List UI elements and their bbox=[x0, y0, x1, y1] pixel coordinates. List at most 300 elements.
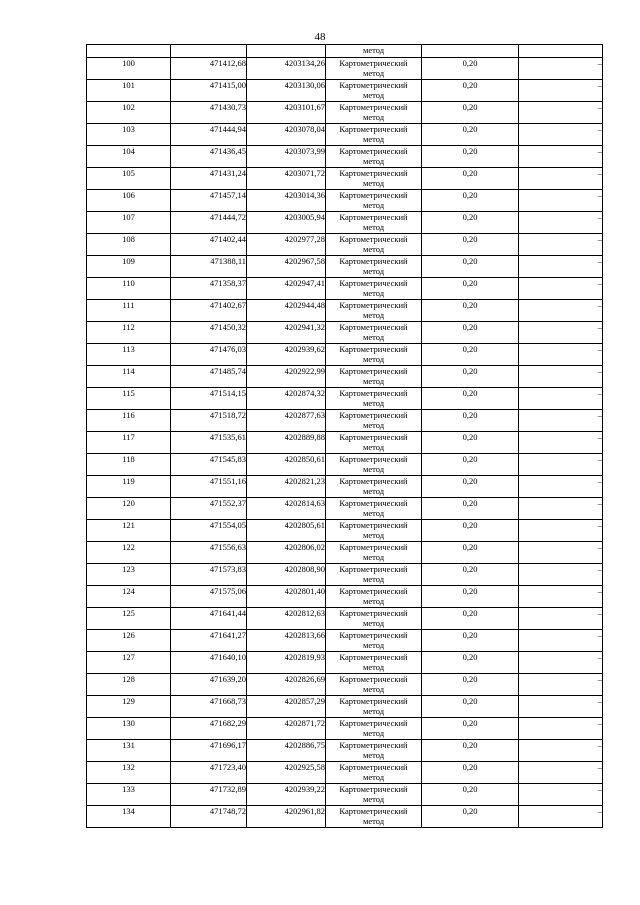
point-number-cell: 121 bbox=[87, 520, 171, 542]
method-cell bbox=[326, 256, 422, 278]
table-row bbox=[87, 608, 603, 630]
coord-y-cell: 4203014,36 bbox=[247, 190, 326, 212]
method-line-2: метод bbox=[362, 750, 385, 760]
coord-y-cell: 4203073,99 bbox=[247, 146, 326, 168]
method-line-1: Картометрический bbox=[339, 124, 408, 134]
method-line-1: Картометрический bbox=[339, 410, 408, 420]
method-cell bbox=[326, 762, 422, 784]
point-number-cell: 101 bbox=[87, 80, 171, 102]
table-row bbox=[87, 542, 603, 564]
method-line-2: метод bbox=[362, 596, 385, 606]
coord-x-cell: 471641,44 bbox=[171, 608, 247, 630]
coord-y-cell: 4203101,67 bbox=[247, 102, 326, 124]
method-cell bbox=[326, 278, 422, 300]
method-cell bbox=[326, 476, 422, 498]
point-number-cell: 103 bbox=[87, 124, 171, 146]
method-line-1: Картометрический bbox=[339, 476, 408, 486]
accuracy-cell: 0,20 bbox=[422, 102, 519, 124]
description-cell: – bbox=[519, 190, 603, 212]
coord-x-cell: 471640,10 bbox=[171, 652, 247, 674]
description-cell: – bbox=[519, 388, 603, 410]
point-number-cell: 110 bbox=[87, 278, 171, 300]
table-row bbox=[87, 432, 603, 454]
method-cell bbox=[326, 498, 422, 520]
coord-y-cell: 4202961,82 bbox=[247, 806, 326, 828]
method-line-2: метод bbox=[362, 530, 385, 540]
coord-x-cell: 471575,06 bbox=[171, 586, 247, 608]
point-number-cell: 132 bbox=[87, 762, 171, 784]
description-cell: – bbox=[519, 278, 603, 300]
coord-y-cell: 4202939,22 bbox=[247, 784, 326, 806]
method-line-2: метод bbox=[362, 728, 385, 738]
coord-y-cell: 4202977,28 bbox=[247, 234, 326, 256]
method-line-2: метод bbox=[362, 618, 385, 628]
coord-x-cell: 471639,20 bbox=[171, 674, 247, 696]
method-cell bbox=[326, 696, 422, 718]
method-cell bbox=[326, 784, 422, 806]
table-row bbox=[87, 58, 603, 80]
coord-x-cell: 471444,94 bbox=[171, 124, 247, 146]
method-line-1: Картометрический bbox=[339, 454, 408, 464]
point-number-cell: 119 bbox=[87, 476, 171, 498]
description-cell: – bbox=[519, 542, 603, 564]
method-line-1: Картометрический bbox=[339, 432, 408, 442]
method-line-1: Картометрический bbox=[339, 740, 408, 750]
method-line-2: метод bbox=[362, 200, 385, 210]
coord-y-cell: 4202941,32 bbox=[247, 322, 326, 344]
method-line-1: Картометрический bbox=[339, 146, 408, 156]
description-cell: – bbox=[519, 740, 603, 762]
table-row bbox=[87, 124, 603, 146]
table-row bbox=[87, 498, 603, 520]
description-cell: – bbox=[519, 146, 603, 168]
method-tail: метод bbox=[362, 45, 385, 55]
point-number-cell: 111 bbox=[87, 300, 171, 322]
coord-y-cell: 4202850,61 bbox=[247, 454, 326, 476]
coord-y-cell: 4202925,58 bbox=[247, 762, 326, 784]
method-line-2: метод bbox=[362, 332, 385, 342]
table-row bbox=[87, 564, 603, 586]
accuracy-cell: 0,20 bbox=[422, 542, 519, 564]
description-cell: – bbox=[519, 300, 603, 322]
method-line-1: Картометрический bbox=[339, 168, 408, 178]
point-number-cell: 102 bbox=[87, 102, 171, 124]
point-number-cell: 118 bbox=[87, 454, 171, 476]
coord-y-cell: 4202944,48 bbox=[247, 300, 326, 322]
table-row bbox=[87, 190, 603, 212]
coord-y-cell: 4203071,72 bbox=[247, 168, 326, 190]
point-number-cell: 113 bbox=[87, 344, 171, 366]
coord-x-cell: 471748,72 bbox=[171, 806, 247, 828]
coord-y-cell: 4202922,99 bbox=[247, 366, 326, 388]
table-row bbox=[87, 102, 603, 124]
accuracy-cell: 0,20 bbox=[422, 806, 519, 828]
point-number-cell: 129 bbox=[87, 696, 171, 718]
table-row bbox=[87, 146, 603, 168]
method-line-2: метод bbox=[362, 112, 385, 122]
method-line-2: метод bbox=[362, 772, 385, 782]
point-number-cell: 106 bbox=[87, 190, 171, 212]
accuracy-cell: 0,20 bbox=[422, 520, 519, 542]
description-cell: – bbox=[519, 718, 603, 740]
method-cell bbox=[326, 366, 422, 388]
point-number-cell: 127 bbox=[87, 652, 171, 674]
method-line-2: метод bbox=[362, 684, 385, 694]
coord-x-cell: 471402,67 bbox=[171, 300, 247, 322]
coord-x-cell: 471412,68 bbox=[171, 58, 247, 80]
point-number-cell: 108 bbox=[87, 234, 171, 256]
description-cell: – bbox=[519, 410, 603, 432]
description-cell: – bbox=[519, 696, 603, 718]
point-number-cell: 128 bbox=[87, 674, 171, 696]
accuracy-cell: 0,20 bbox=[422, 586, 519, 608]
method-cell bbox=[326, 146, 422, 168]
accuracy-cell: 0,20 bbox=[422, 300, 519, 322]
accuracy-cell: 0,20 bbox=[422, 454, 519, 476]
method-cell bbox=[326, 300, 422, 322]
accuracy-cell: 0,20 bbox=[422, 410, 519, 432]
coord-x-cell: 471485,74 bbox=[171, 366, 247, 388]
description-cell: – bbox=[519, 256, 603, 278]
description-cell: – bbox=[519, 608, 603, 630]
accuracy-cell: 0,20 bbox=[422, 388, 519, 410]
coord-x-cell: 471732,89 bbox=[171, 784, 247, 806]
table-row bbox=[87, 410, 603, 432]
method-line-2: метод bbox=[362, 134, 385, 144]
method-line-1: Картометрический bbox=[339, 344, 408, 354]
method-line-1: Картометрический bbox=[339, 762, 408, 772]
coord-y-cell: 4202813,66 bbox=[247, 630, 326, 652]
method-cell bbox=[326, 432, 422, 454]
method-line-2: метод bbox=[362, 90, 385, 100]
description-cell: – bbox=[519, 102, 603, 124]
accuracy-cell: 0,20 bbox=[422, 784, 519, 806]
coord-x-cell: 471444,72 bbox=[171, 212, 247, 234]
accuracy-cell: 0,20 bbox=[422, 344, 519, 366]
coord-x-cell: 471723,40 bbox=[171, 762, 247, 784]
point-number-cell: 114 bbox=[87, 366, 171, 388]
table-row bbox=[87, 212, 603, 234]
cell-empty bbox=[247, 45, 326, 58]
description-cell: – bbox=[519, 124, 603, 146]
method-line-2: метод bbox=[362, 816, 385, 826]
method-line-1: Картометрический bbox=[339, 652, 408, 662]
table-row bbox=[87, 718, 603, 740]
point-number-cell: 134 bbox=[87, 806, 171, 828]
coord-y-cell: 4202821,23 bbox=[247, 476, 326, 498]
coord-y-cell: 4202814,63 bbox=[247, 498, 326, 520]
description-cell: – bbox=[519, 498, 603, 520]
method-cell bbox=[326, 102, 422, 124]
method-cell bbox=[326, 234, 422, 256]
method-line-1: Картометрический bbox=[339, 630, 408, 640]
coord-y-cell: 4202826,69 bbox=[247, 674, 326, 696]
method-line-1: Картометрический bbox=[339, 322, 408, 332]
accuracy-cell: 0,20 bbox=[422, 652, 519, 674]
method-cell bbox=[326, 190, 422, 212]
description-cell: – bbox=[519, 212, 603, 234]
description-cell: – bbox=[519, 322, 603, 344]
point-number-cell: 116 bbox=[87, 410, 171, 432]
description-cell: – bbox=[519, 806, 603, 828]
method-line-2: метод bbox=[362, 266, 385, 276]
method-line-2: метод bbox=[362, 288, 385, 298]
accuracy-cell: 0,20 bbox=[422, 146, 519, 168]
method-line-1: Картометрический bbox=[339, 586, 408, 596]
method-line-1: Картометрический bbox=[339, 498, 408, 508]
coord-y-cell: 4202819,93 bbox=[247, 652, 326, 674]
method-line-1: Картометрический bbox=[339, 190, 408, 200]
coord-y-cell: 4203005,94 bbox=[247, 212, 326, 234]
method-line-1: Картометрический bbox=[339, 366, 408, 376]
coord-y-cell: 4202871,72 bbox=[247, 718, 326, 740]
description-cell: – bbox=[519, 762, 603, 784]
coord-y-cell: 4202889,88 bbox=[247, 432, 326, 454]
accuracy-cell: 0,20 bbox=[422, 674, 519, 696]
point-number-cell: 104 bbox=[87, 146, 171, 168]
method-line-2: метод bbox=[362, 706, 385, 716]
method-line-2: метод bbox=[362, 574, 385, 584]
table-row bbox=[87, 168, 603, 190]
description-cell: – bbox=[519, 564, 603, 586]
coord-y-cell: 4202805,61 bbox=[247, 520, 326, 542]
method-cell bbox=[326, 520, 422, 542]
method-line-2: метод bbox=[362, 662, 385, 672]
method-line-2: метод bbox=[362, 552, 385, 562]
description-cell: – bbox=[519, 168, 603, 190]
accuracy-cell: 0,20 bbox=[422, 278, 519, 300]
point-number-cell: 112 bbox=[87, 322, 171, 344]
method-line-2: метод bbox=[362, 354, 385, 364]
point-number-cell: 131 bbox=[87, 740, 171, 762]
description-cell: – bbox=[519, 80, 603, 102]
method-cell bbox=[326, 806, 422, 828]
method-line-2: метод bbox=[362, 420, 385, 430]
table-row bbox=[87, 476, 603, 498]
method-cell bbox=[326, 168, 422, 190]
method-line-1: Картометрический bbox=[339, 300, 408, 310]
method-cell bbox=[326, 454, 422, 476]
table-row bbox=[87, 674, 603, 696]
table-row bbox=[87, 740, 603, 762]
table-row bbox=[87, 388, 603, 410]
method-line-1: Картометрический bbox=[339, 256, 408, 266]
method-cell bbox=[326, 652, 422, 674]
table-row bbox=[87, 322, 603, 344]
method-line-2: метод bbox=[362, 68, 385, 78]
method-line-2: метод bbox=[362, 244, 385, 254]
coord-x-cell: 471551,16 bbox=[171, 476, 247, 498]
accuracy-cell: 0,20 bbox=[422, 168, 519, 190]
coord-x-cell: 471535,61 bbox=[171, 432, 247, 454]
description-cell: – bbox=[519, 586, 603, 608]
description-cell: – bbox=[519, 454, 603, 476]
method-line-2: метод bbox=[362, 640, 385, 650]
method-cell bbox=[326, 344, 422, 366]
method-line-2: метод bbox=[362, 398, 385, 408]
coordinates-table bbox=[86, 44, 603, 828]
point-number-cell: 120 bbox=[87, 498, 171, 520]
method-cell bbox=[326, 608, 422, 630]
method-line-1: Картометрический bbox=[339, 784, 408, 794]
method-line-1: Картометрический bbox=[339, 520, 408, 530]
accuracy-cell: 0,20 bbox=[422, 476, 519, 498]
point-number-cell: 123 bbox=[87, 564, 171, 586]
description-cell: – bbox=[519, 520, 603, 542]
coord-x-cell: 471696,17 bbox=[171, 740, 247, 762]
method-line-1: Картометрический bbox=[339, 806, 408, 816]
cell-empty bbox=[87, 45, 171, 58]
method-cell bbox=[326, 740, 422, 762]
accuracy-cell: 0,20 bbox=[422, 718, 519, 740]
coord-y-cell: 4202886,75 bbox=[247, 740, 326, 762]
coord-x-cell: 471415,00 bbox=[171, 80, 247, 102]
cell-empty bbox=[422, 45, 519, 58]
coord-x-cell: 471388,11 bbox=[171, 256, 247, 278]
description-cell: – bbox=[519, 58, 603, 80]
accuracy-cell: 0,20 bbox=[422, 80, 519, 102]
coord-y-cell: 4202812,63 bbox=[247, 608, 326, 630]
method-line-2: метод bbox=[362, 376, 385, 386]
description-cell: – bbox=[519, 652, 603, 674]
point-number-cell: 122 bbox=[87, 542, 171, 564]
method-line-1: Картометрический bbox=[339, 542, 408, 552]
table-row bbox=[87, 454, 603, 476]
method-line-2: метод bbox=[362, 486, 385, 496]
table-row bbox=[87, 300, 603, 322]
point-number-cell: 126 bbox=[87, 630, 171, 652]
method-line-1: Картометрический bbox=[339, 212, 408, 222]
method-cell bbox=[326, 564, 422, 586]
coord-x-cell: 471431,24 bbox=[171, 168, 247, 190]
point-number-cell: 124 bbox=[87, 586, 171, 608]
coord-x-cell: 471430,73 bbox=[171, 102, 247, 124]
coord-x-cell: 471573,83 bbox=[171, 564, 247, 586]
table-row bbox=[87, 80, 603, 102]
coord-y-cell: 4202801,40 bbox=[247, 586, 326, 608]
accuracy-cell: 0,20 bbox=[422, 234, 519, 256]
coord-y-cell: 4202947,41 bbox=[247, 278, 326, 300]
coord-x-cell: 471476,03 bbox=[171, 344, 247, 366]
table-row bbox=[87, 652, 603, 674]
table-row bbox=[87, 806, 603, 828]
point-number-cell: 115 bbox=[87, 388, 171, 410]
coord-y-cell: 4202877,63 bbox=[247, 410, 326, 432]
table-row bbox=[87, 278, 603, 300]
method-line-1: Картометрический bbox=[339, 674, 408, 684]
accuracy-cell: 0,20 bbox=[422, 608, 519, 630]
cell-empty bbox=[171, 45, 247, 58]
description-cell: – bbox=[519, 344, 603, 366]
method-line-2: метод bbox=[362, 442, 385, 452]
point-number-cell: 109 bbox=[87, 256, 171, 278]
method-cell bbox=[326, 388, 422, 410]
accuracy-cell: 0,20 bbox=[422, 190, 519, 212]
accuracy-cell: 0,20 bbox=[422, 124, 519, 146]
coord-x-cell: 471545,83 bbox=[171, 454, 247, 476]
coord-y-cell: 4202808,90 bbox=[247, 564, 326, 586]
point-number-cell: 100 bbox=[87, 58, 171, 80]
method-cell bbox=[326, 542, 422, 564]
method-line-2: метод bbox=[362, 178, 385, 188]
coord-x-cell: 471554,05 bbox=[171, 520, 247, 542]
method-line-2: метод bbox=[362, 464, 385, 474]
table-row bbox=[87, 366, 603, 388]
accuracy-cell: 0,20 bbox=[422, 366, 519, 388]
table-row bbox=[87, 344, 603, 366]
coord-x-cell: 471358,37 bbox=[171, 278, 247, 300]
cell-empty bbox=[519, 45, 603, 58]
method-cell bbox=[326, 630, 422, 652]
description-cell: – bbox=[519, 366, 603, 388]
accuracy-cell: 0,20 bbox=[422, 564, 519, 586]
coord-y-cell: 4203134,26 bbox=[247, 58, 326, 80]
coord-y-cell: 4202874,32 bbox=[247, 388, 326, 410]
coord-x-cell: 471518,72 bbox=[171, 410, 247, 432]
method-line-1: Картометрический bbox=[339, 80, 408, 90]
accuracy-cell: 0,20 bbox=[422, 432, 519, 454]
method-line-1: Картометрический bbox=[339, 278, 408, 288]
coord-x-cell: 471402,44 bbox=[171, 234, 247, 256]
method-line-2: метод bbox=[362, 222, 385, 232]
method-line-1: Картометрический bbox=[339, 102, 408, 112]
continuation-row bbox=[87, 45, 603, 58]
table-row bbox=[87, 256, 603, 278]
point-number-cell: 133 bbox=[87, 784, 171, 806]
coordinates-table-body bbox=[87, 45, 603, 828]
point-number-cell: 130 bbox=[87, 718, 171, 740]
point-number-cell: 105 bbox=[87, 168, 171, 190]
coord-x-cell: 471436,45 bbox=[171, 146, 247, 168]
method-line-1: Картометрический bbox=[339, 718, 408, 728]
accuracy-cell: 0,20 bbox=[422, 212, 519, 234]
method-line-1: Картометрический bbox=[339, 388, 408, 398]
coord-y-cell: 4202939,62 bbox=[247, 344, 326, 366]
method-cell bbox=[326, 212, 422, 234]
table-row bbox=[87, 630, 603, 652]
description-cell: – bbox=[519, 630, 603, 652]
coord-x-cell: 471552,37 bbox=[171, 498, 247, 520]
coord-y-cell: 4202806,02 bbox=[247, 542, 326, 564]
method-cell bbox=[326, 586, 422, 608]
coord-y-cell: 4203130,06 bbox=[247, 80, 326, 102]
method-line-2: метод bbox=[362, 508, 385, 518]
method-line-1: Картометрический bbox=[339, 696, 408, 706]
table-row bbox=[87, 234, 603, 256]
table-row bbox=[87, 586, 603, 608]
method-cell bbox=[326, 674, 422, 696]
method-tail-cell bbox=[326, 45, 422, 58]
table-row bbox=[87, 520, 603, 542]
coord-x-cell: 471556,63 bbox=[171, 542, 247, 564]
point-number-cell: 125 bbox=[87, 608, 171, 630]
coord-x-cell: 471450,32 bbox=[171, 322, 247, 344]
accuracy-cell: 0,20 bbox=[422, 696, 519, 718]
method-line-1: Картометрический bbox=[339, 608, 408, 618]
method-cell bbox=[326, 322, 422, 344]
method-line-1: Картометрический bbox=[339, 234, 408, 244]
accuracy-cell: 0,20 bbox=[422, 498, 519, 520]
page-number: 48 bbox=[314, 31, 326, 43]
accuracy-cell: 0,20 bbox=[422, 58, 519, 80]
description-cell: – bbox=[519, 476, 603, 498]
accuracy-cell: 0,20 bbox=[422, 322, 519, 344]
accuracy-cell: 0,20 bbox=[422, 256, 519, 278]
coord-x-cell: 471668,73 bbox=[171, 696, 247, 718]
accuracy-cell: 0,20 bbox=[422, 740, 519, 762]
coord-y-cell: 4203078,04 bbox=[247, 124, 326, 146]
coord-x-cell: 471514,15 bbox=[171, 388, 247, 410]
